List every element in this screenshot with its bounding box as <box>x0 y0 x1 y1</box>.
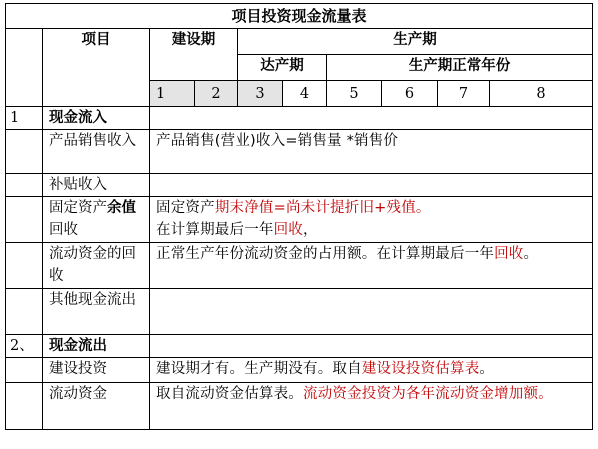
item-name: 建设投资 <box>43 358 150 383</box>
description-text: 建设期才有。生产期没有。取自 <box>156 361 362 377</box>
index-blank <box>6 358 43 383</box>
item-name: 流动资金 <box>43 383 150 430</box>
header-construction-period: 建设期 <box>150 29 238 81</box>
index-blank <box>6 289 43 335</box>
item-name-segment: 回收 <box>49 222 78 238</box>
item-description <box>150 197 593 243</box>
section-index: 2、 <box>6 335 43 358</box>
description-text: 正常生产年份流动资金的占用额。在计算期最后一年 <box>156 246 495 262</box>
description-text: ， <box>303 222 318 238</box>
section-index: 1 <box>6 107 43 130</box>
item-name: 产品销售收入 <box>43 130 150 174</box>
description-text: 。 <box>523 246 539 262</box>
highlighted-text: 期末净值=尚未计提折旧+残值。 <box>214 200 431 216</box>
period-number: 4 <box>283 81 327 107</box>
description-line <box>156 219 586 241</box>
highlighted-text: 流动资金投资为各年流动资金增加额。 <box>303 386 553 402</box>
item-description <box>150 130 593 174</box>
item-name: 流动资金的回收 <box>43 243 150 289</box>
item-name <box>43 197 150 243</box>
item-name: 补贴收入 <box>43 174 150 197</box>
description-line <box>156 383 586 405</box>
item-description <box>150 358 593 383</box>
header-blank-cell <box>6 29 43 107</box>
header-item: 项目 <box>43 29 150 107</box>
period-number: 6 <box>382 81 438 107</box>
item-description <box>150 383 593 430</box>
description-text: 取自流动资金估算表。 <box>156 386 303 402</box>
period-number: 5 <box>327 81 382 107</box>
item-description <box>150 289 593 335</box>
cash-flow-table <box>5 3 593 430</box>
description-text: 在计算期最后一年 <box>156 222 274 238</box>
description-line <box>156 130 586 152</box>
period-number: 1 <box>150 81 195 107</box>
index-blank <box>6 174 43 197</box>
description-text: 固定资产 <box>156 200 215 216</box>
period-number: 2 <box>195 81 238 107</box>
highlighted-text: 回收 <box>494 246 524 262</box>
period-number: 8 <box>490 81 593 107</box>
header-production-period: 生产期 <box>238 29 593 55</box>
description-line <box>156 358 586 380</box>
description-text: 。 <box>479 361 495 377</box>
item-description <box>150 243 593 289</box>
section-blank <box>150 335 593 358</box>
description-text: 产品销售(营业)收入=销售量 *销售价 <box>156 133 399 149</box>
table-title: 项目投资现金流量表 <box>6 4 593 29</box>
section-title-inflow: 现金流入 <box>43 107 150 130</box>
header-ramp-up-period: 达产期 <box>238 55 327 81</box>
period-number: 7 <box>438 81 490 107</box>
section-title-outflow: 现金流出 <box>43 335 150 358</box>
index-blank <box>6 383 43 430</box>
description-line <box>156 197 586 219</box>
index-blank <box>6 243 43 289</box>
period-number: 3 <box>238 81 283 107</box>
item-description <box>150 174 593 197</box>
item-name-segment: 固定资产 <box>49 200 107 216</box>
highlighted-text: 回收 <box>273 222 304 238</box>
section-blank <box>150 107 593 130</box>
item-name-segment: 余值 <box>107 200 136 216</box>
highlighted-text: 建设设投资估算表 <box>361 361 480 377</box>
index-blank <box>6 130 43 174</box>
description-line <box>156 243 586 265</box>
item-name: 其他现金流出 <box>43 289 150 335</box>
index-blank <box>6 197 43 243</box>
header-normal-production-years: 生产期正常年份 <box>327 55 593 81</box>
